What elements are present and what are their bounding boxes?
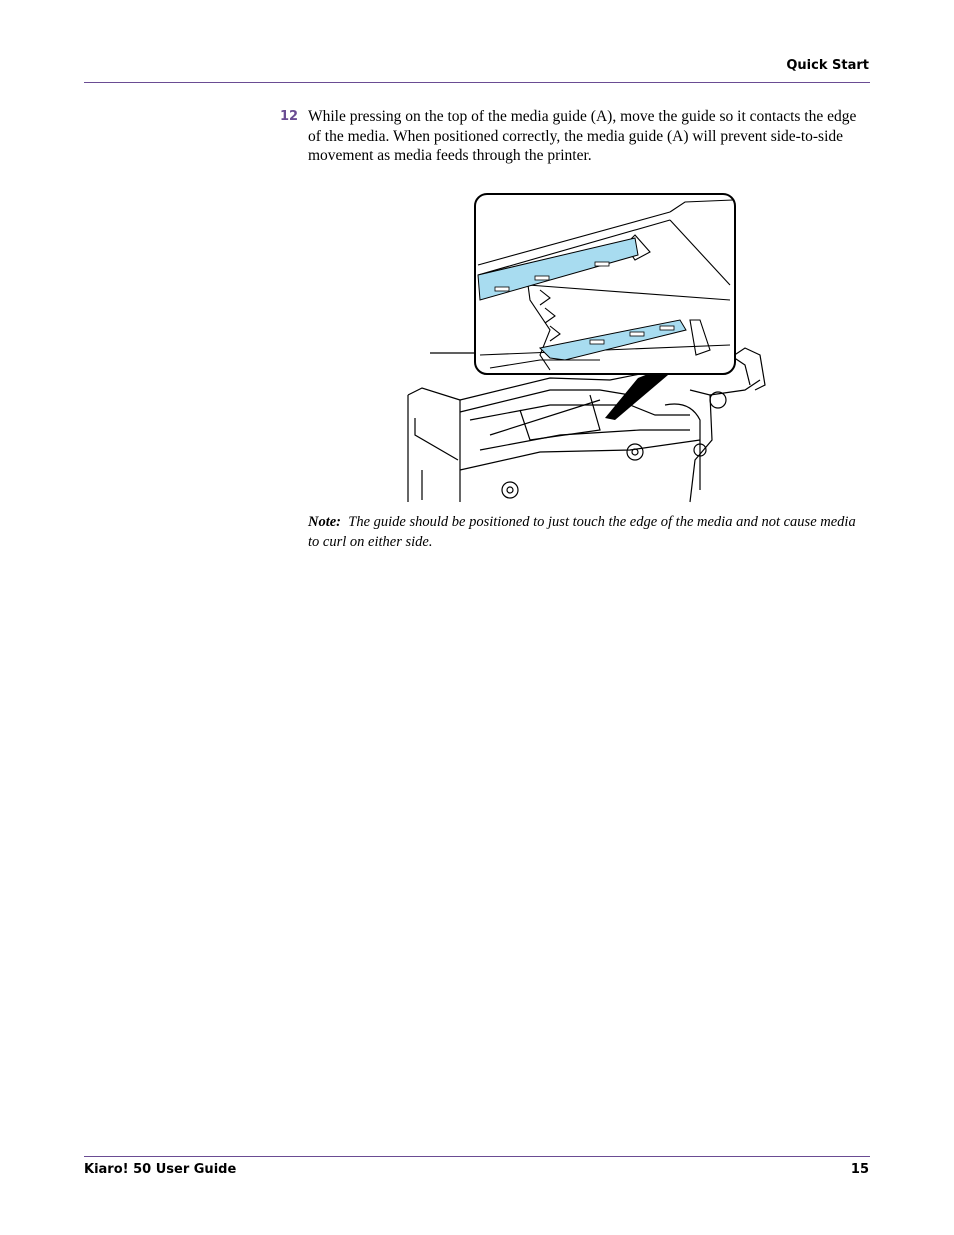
header-rule: [84, 82, 870, 83]
footer-doc-title: Kiaro! 50 User Guide: [84, 1162, 237, 1177]
step-text: While pressing on the top of the media guide (A), move the guide so it contacts the edge of the media. When positioned correctly, the media guide (A) will prevent side-to-side movement as media feeds through the printer.: [308, 108, 857, 164]
printer-media-guide-illustration-icon: [400, 190, 780, 505]
footer-page-number: 15: [850, 1162, 869, 1177]
note: [308, 512, 868, 552]
header-section-title: Quick Start: [786, 58, 869, 73]
media-guide-figure: [400, 190, 780, 505]
footer-rule: [84, 1156, 870, 1157]
note-text: The guide should be positioned to just touch the edge of the media and not cause media to curl on either side.: [308, 514, 856, 550]
note-label: Note:: [308, 514, 342, 530]
step-number: 12: [280, 109, 299, 124]
